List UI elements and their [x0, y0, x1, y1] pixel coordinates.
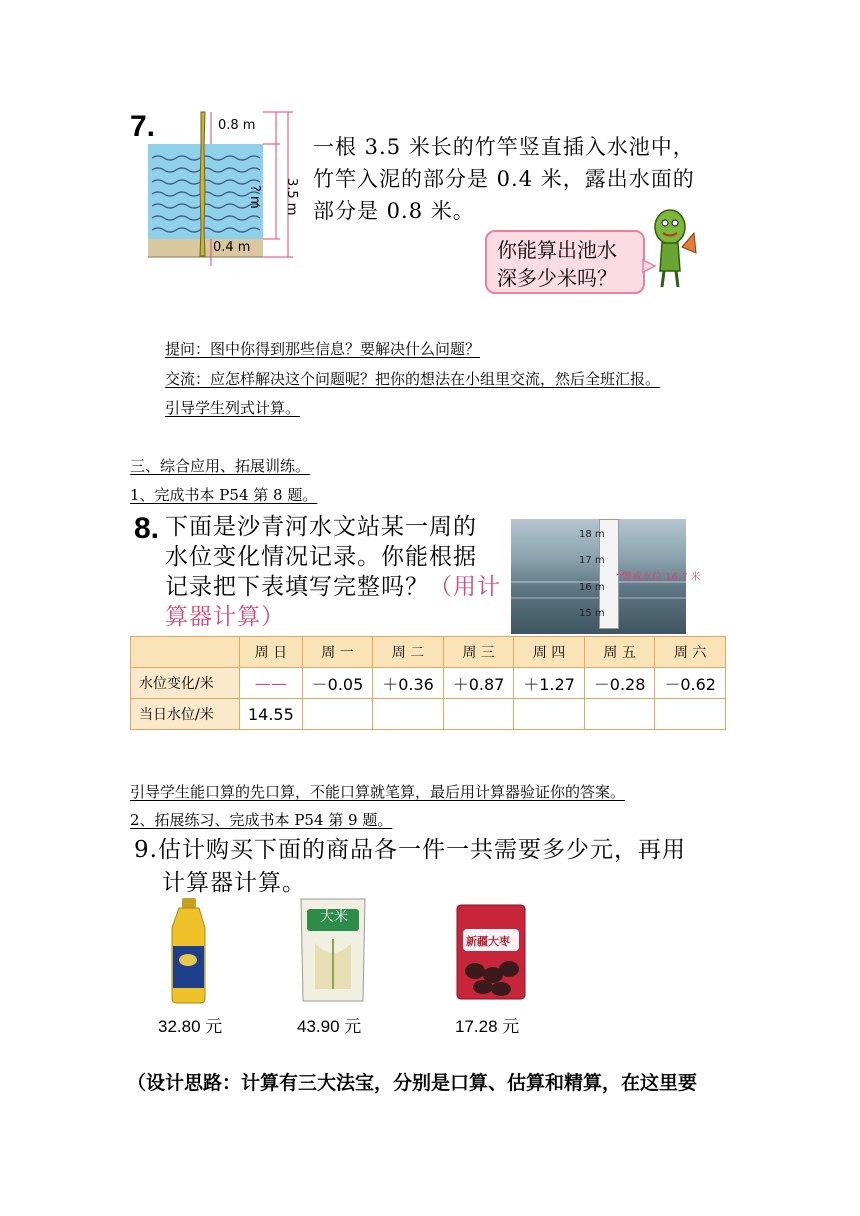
note-guide: 引导学生列式计算。: [165, 399, 301, 417]
problem-9-text: [134, 834, 686, 900]
section-3-title: 三、综合应用、拓展训练。: [130, 457, 311, 475]
ruler-mark-16: 16 m: [579, 582, 605, 593]
problem-7-line-1: 一根 3.5 米长的竹竿竖直插入水池中，: [313, 135, 695, 159]
problem-8-text: [165, 512, 501, 632]
bubble-line-2: 深多少米吗？: [497, 266, 617, 290]
problem-9-line-1: 9.估计购买下面的商品各一件一共需要多少元，再用: [134, 837, 686, 863]
cartoon-character-icon: [648, 205, 698, 295]
section-3-item-1: 1、完成书本 P54 第 8 题。: [130, 486, 318, 504]
problem-7-line-2: 竹竿入泥的部分是 0.4 米，露出水面的: [313, 167, 695, 191]
day-tuesday: 周 二: [373, 637, 444, 668]
ruler-mark-18: 18 m: [579, 529, 605, 540]
cell-change: ＋1.27: [514, 668, 585, 699]
cell-level: [373, 699, 444, 730]
ruler-mark-15: 15 m: [579, 608, 605, 619]
problem-8-line-3: 记录把下表填写完整吗？: [165, 574, 429, 600]
problem-8-line-2: 水位变化情况记录。你能根据: [165, 544, 477, 570]
cell-level: [443, 699, 514, 730]
design-rationale: （设计思路：计算有三大法宝，分别是口算、估算和精算，在这里要: [127, 1072, 698, 1094]
warning-level-label: 警戒水位 16.7 米: [622, 572, 701, 583]
cell-change: ＋0.87: [443, 668, 514, 699]
cell-change: ——: [240, 668, 303, 699]
table-header-row: [131, 637, 726, 668]
table-corner: [131, 637, 240, 668]
section-3-item-2: 2、拓展练习、完成书本 P54 第 9 题。: [130, 811, 393, 829]
cell-change: －0.62: [655, 668, 726, 699]
bamboo-pole: [200, 112, 205, 256]
problem-7-line-3: 部分是 0.8 米。: [313, 199, 475, 223]
cell-change: －0.05: [302, 668, 373, 699]
cell-level: [584, 699, 655, 730]
problem-8-line-1: 下面是沙青河水文站某一周的: [165, 514, 477, 540]
speech-bubble: [485, 230, 645, 294]
note-calculation-guide: 引导学生能口算的先口算，不能口算就笔算，最后用计算器验证你的答案。: [130, 783, 626, 801]
row-level-label: 当日水位/米: [131, 699, 240, 730]
dates-package-icon: [455, 903, 527, 1001]
bubble-line-1: 你能算出池水: [497, 238, 617, 262]
cell-level: [655, 699, 726, 730]
problem-7-number: 7.: [130, 110, 156, 143]
water-level-table: [130, 636, 726, 730]
table-row: [131, 699, 726, 730]
problem-8-calc-hint: （用计: [429, 574, 501, 600]
row-change-label: 水位变化/米: [131, 668, 240, 699]
table-row: [131, 668, 726, 699]
price-rice: 43.90 元: [297, 1017, 362, 1036]
note-question: 提问：图中你得到那些信息？要解决什么问题？: [165, 340, 481, 358]
price-oil: 32.80 元: [158, 1017, 223, 1036]
day-monday: 周 一: [302, 637, 373, 668]
price-dates: 17.28 元: [455, 1017, 520, 1036]
label-3-5m: 3.5 m: [284, 178, 299, 216]
label-0-8m: 0.8 m: [218, 118, 256, 133]
cell-change: －0.28: [584, 668, 655, 699]
dates-package-label: 新疆大枣: [466, 935, 510, 948]
problem-7-text: [313, 131, 695, 227]
oil-bottle-icon: [165, 898, 215, 1004]
note-exchange: 交流：应怎样解决这个问题呢？把你的想法在小组里交流，然后全班汇报。: [165, 370, 661, 388]
day-wednesday: 周 三: [443, 637, 514, 668]
day-thursday: 周 四: [514, 637, 585, 668]
label-0-4m: 0.4 m: [213, 240, 251, 255]
rice-bag-label: 大米: [320, 909, 348, 925]
problem-8-calc-hint-2: 算器计算）: [165, 604, 285, 630]
label-unknown-depth: ? m: [247, 185, 262, 209]
problem-8-number: 8.: [134, 512, 160, 545]
river-gauge-photo: [511, 519, 701, 634]
day-friday: 周 五: [584, 637, 655, 668]
cell-level: [302, 699, 373, 730]
problem-9-line-2: 计算器计算。: [162, 870, 306, 896]
ruler-mark-17: 17 m: [579, 555, 605, 566]
cell-level: [514, 699, 585, 730]
day-saturday: 周 六: [655, 637, 726, 668]
day-sunday: 周 日: [240, 637, 303, 668]
cell-change: ＋0.36: [373, 668, 444, 699]
cell-level: 14.55: [240, 699, 303, 730]
